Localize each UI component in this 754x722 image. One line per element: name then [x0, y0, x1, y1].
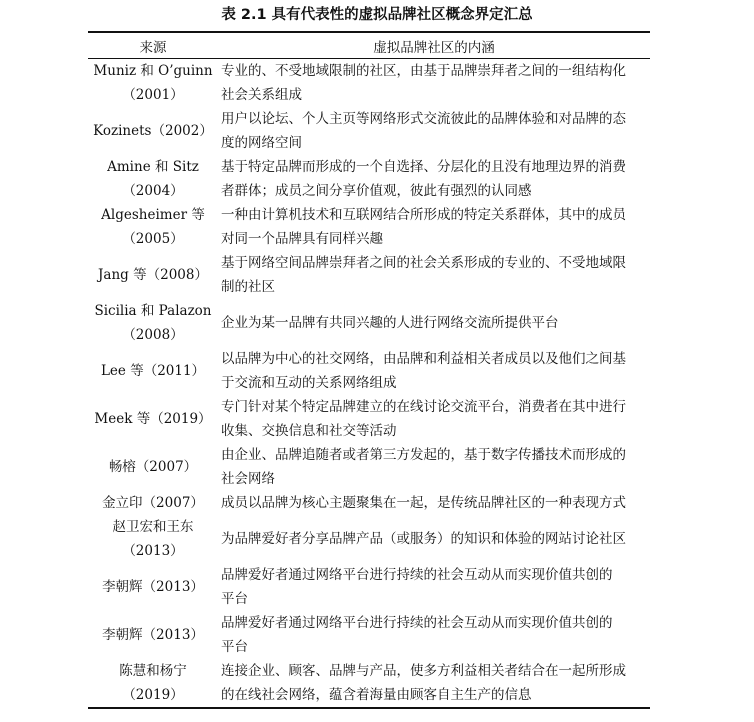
source-cell	[88, 251, 218, 299]
source-cell	[88, 491, 218, 515]
source-cell	[88, 515, 218, 563]
definition-line: 专业的、不受地域限制的社区，由基于品牌崇拜者之间的一组结构化	[221, 63, 626, 79]
table-row	[88, 347, 650, 395]
source-line: Sicilia 和 Palazon	[94, 303, 212, 319]
definition-cell	[218, 563, 650, 611]
definition-line: 平台	[221, 591, 248, 607]
definition-line: 收集、交换信息和社交等活动	[221, 423, 397, 439]
source-line: Lee 等（2011）	[100, 363, 206, 379]
source-line: （2005）	[122, 231, 184, 247]
table-row	[88, 107, 650, 155]
source-cell	[88, 155, 218, 203]
source-line: Algesheimer 等	[101, 207, 205, 223]
definition-cell	[218, 659, 650, 708]
definition-line: 品牌爱好者通过网络平台进行持续的社会互动从而实现价值共创的	[221, 615, 613, 631]
definition-cell	[218, 155, 650, 203]
table-caption: 表 2.1 具有代表性的虚拟品牌社区概念界定汇总	[221, 7, 533, 23]
source-line: 陈慧和杨宁	[119, 663, 187, 679]
definition-cell	[218, 59, 650, 108]
definition-line: 连接企业、顾客、品牌与产品，使多方利益相关者结合在一起所形成	[221, 663, 626, 679]
definition-table	[88, 31, 650, 709]
definition-line: 基于网络空间品牌崇拜者之间的社会关系形成的专业的、不受地域限	[221, 255, 626, 271]
source-cell	[88, 203, 218, 251]
source-line: Amine 和 Sitz	[107, 159, 199, 175]
definition-cell	[218, 107, 650, 155]
source-line: Muniz 和 O’guinn	[93, 63, 213, 79]
definition-cell	[218, 299, 650, 347]
definition-cell	[218, 203, 650, 251]
definition-line: 于交流和互动的关系网络组成	[221, 375, 397, 391]
definition-cell	[218, 251, 650, 299]
source-line: （2008）	[122, 327, 184, 343]
header-source: 来源	[88, 32, 218, 59]
source-line: Kozinets（2002）	[93, 123, 213, 139]
definition-line: 专门针对某个特定品牌建立的在线讨论交流平台，消费者在其中进行	[221, 399, 626, 415]
table-body	[88, 59, 650, 709]
table-row	[88, 299, 650, 347]
source-line: （2004）	[122, 183, 184, 199]
definition-line: 为品牌爱好者分享品牌产品（或服务）的知识和体验的网站讨论社区	[221, 531, 626, 547]
source-line: （2013）	[122, 543, 184, 559]
table-row	[88, 155, 650, 203]
definition-cell	[218, 491, 650, 515]
source-line: 赵卫宏和王东	[112, 519, 194, 535]
definition-line: 由企业、品牌追随者或者第三方发起的，基于数字传播技术而形成的	[221, 447, 626, 463]
definition-line: 社会网络	[221, 471, 275, 487]
source-cell	[88, 299, 218, 347]
source-line: 金立印（2007）	[102, 495, 204, 511]
table-row	[88, 491, 650, 515]
definition-line: 企业为某一品牌有共同兴趣的人进行网络交流所提供平台	[221, 315, 559, 331]
definition-cell	[218, 395, 650, 443]
definition-line: 社会关系组成	[221, 87, 302, 103]
table-row	[88, 251, 650, 299]
source-line: Jang 等（2008）	[98, 267, 208, 283]
definition-line: 基于特定品牌而形成的一个自选择、分层化的且没有地理边界的消费	[221, 159, 626, 175]
table-row	[88, 659, 650, 708]
source-cell	[88, 59, 218, 108]
definition-line: 对同一个品牌具有同样兴趣	[221, 231, 383, 247]
source-cell	[88, 347, 218, 395]
table-row	[88, 563, 650, 611]
table-row	[88, 611, 650, 659]
source-cell	[88, 611, 218, 659]
table-row	[88, 443, 650, 491]
table-row	[88, 395, 650, 443]
definition-cell	[218, 347, 650, 395]
table-row	[88, 203, 650, 251]
source-cell	[88, 659, 218, 708]
source-cell	[88, 395, 218, 443]
header-definition: 虚拟品牌社区的内涵	[218, 32, 650, 59]
table-row	[88, 515, 650, 563]
source-cell	[88, 563, 218, 611]
definition-line: 的在线社会网络，蕴含着海量由顾客自主生产的信息	[221, 687, 532, 703]
source-line: 李朝辉（2013）	[102, 627, 204, 643]
table-header-row	[88, 32, 650, 59]
definition-line: 成员以品牌为核心主题聚集在一起，是传统品牌社区的一种表现方式	[221, 495, 626, 511]
source-line: 李朝辉（2013）	[102, 579, 204, 595]
table-row	[88, 59, 650, 108]
source-line: Meek 等（2019）	[94, 411, 212, 427]
definition-line: 者群体；成员之间分享价值观，彼此有强烈的认同感	[221, 183, 532, 199]
definition-cell	[218, 443, 650, 491]
definition-cell	[218, 515, 650, 563]
definition-line: 用户以论坛、个人主页等网络形式交流彼此的品牌体验和对品牌的态	[221, 111, 626, 127]
definition-line: 以品牌为中心的社交网络，由品牌和利益相关者成员以及他们之间基	[221, 351, 626, 367]
source-line: 畅榕（2007）	[108, 459, 198, 475]
source-cell	[88, 443, 218, 491]
definition-line: 一种由计算机技术和互联网结合所形成的特定关系群体，其中的成员	[221, 207, 626, 223]
definition-cell	[218, 611, 650, 659]
definition-line: 品牌爱好者通过网络平台进行持续的社会互动从而实现价值共创的	[221, 567, 613, 583]
definition-line: 度的网络空间	[221, 135, 302, 151]
source-line: （2019）	[122, 687, 184, 703]
definition-line: 平台	[221, 639, 248, 655]
source-cell	[88, 107, 218, 155]
definition-line: 制的社区	[221, 279, 275, 295]
source-line: （2001）	[122, 87, 184, 103]
